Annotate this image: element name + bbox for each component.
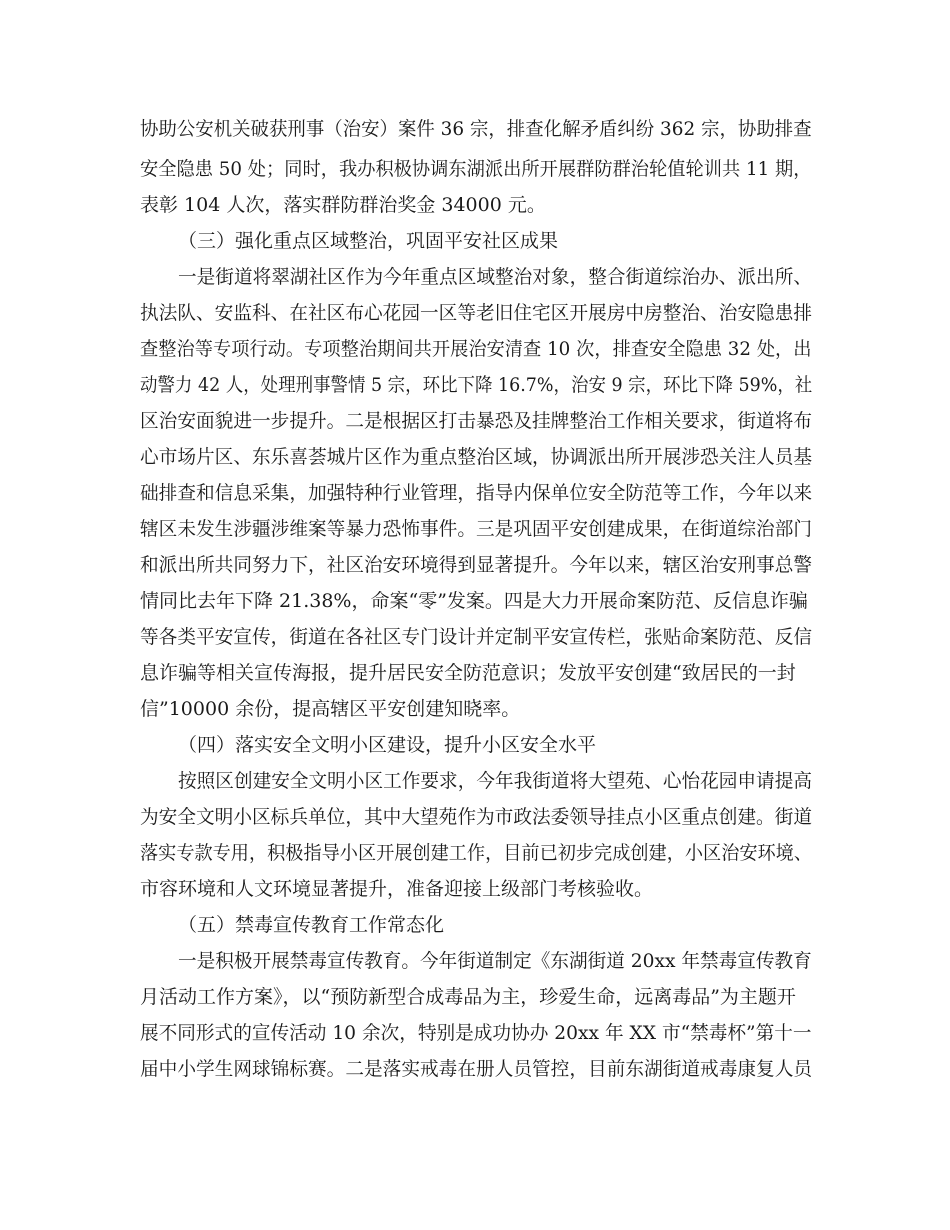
body-text-line: 心市场片区、东乐喜荟城片区作为重点整治区域，协调派出所开展涉恐关注人员基	[140, 446, 813, 468]
body-text-line: 为安全文明小区标兵单位，其中大望苑作为市政法委领导挂点小区重点创建。街道	[140, 806, 813, 828]
body-text-line: 一是积极开展禁毒宣传教育。今年街道制定《东湖街道 20xx 年禁毒宣传教育	[178, 950, 812, 972]
body-text-line: 表彰 104 人次，落实群防群治奖金 34000 元。	[140, 194, 546, 216]
body-text-line: 动警力 42 人，处理刑事警情 5 宗，环比下降 16.7%，治安 9 宗，环比下降 59%，社	[140, 374, 813, 396]
body-text-line: 查整治等专项行动。专项整治期间共开展治安清查 10 次，排查安全隐患 32 处，出	[140, 338, 812, 360]
body-text-line: 息诈骗等相关宣传海报，提升居民安全防范意识；发放平安创建“致居民的一封	[140, 662, 796, 684]
body-text-line: 辖区未发生涉疆涉维案等暴力恐怖事件。三是巩固平安创建成果，在街道综治部门	[140, 518, 813, 540]
body-text-line: 信”10000 余份，提高辖区平安创建知晓率。	[140, 698, 521, 720]
body-text-line: 础排查和信息采集，加强特种行业管理，指导内保单位安全防范等工作，今年以来	[140, 482, 813, 504]
body-text-line: 安全隐患 50 处；同时，我办积极协调东湖派出所开展群防群治轮值轮训共 11 期，	[140, 158, 812, 180]
body-text-line: 月活动工作方案》，以“预防新型合成毒品为主，珍爱生命，远离毒品”为主题开	[140, 986, 796, 1008]
body-text-line: 情同比去年下降 21.38%，命案“零”发案。四是大力开展命案防范、反信息诈骗	[140, 590, 808, 612]
body-text-line: 市容环境和人文环境显著提升，准备迎接上级部门考核验收。	[140, 878, 654, 900]
body-text-line: 和派出所共同努力下，社区治安环境得到显著提升。今年以来，辖区治安刑事总警	[140, 554, 813, 576]
body-text-line: 执法队、安监科、在社区布心花园一区等老旧住宅区开展房中房整治、治安隐患排	[140, 302, 813, 324]
body-text-line: 按照区创建安全文明小区工作要求，今年我街道将大望苑、心怡花园申请提高	[178, 770, 812, 792]
section-heading: （三）强化重点区域整治，巩固平安社区成果	[178, 230, 559, 252]
body-text-line: 展不同形式的宣传活动 10 余次，特别是成功协办 20xx 年 XX 市“禁毒杯”第十一	[140, 1022, 812, 1044]
body-text-line: 协助公安机关破获刑事（治安）案件 36 宗，排查化解矛盾纠纷 362 宗，协助排查	[140, 118, 812, 140]
body-text-line: 一是街道将翠湖社区作为今年重点区域整治对象，整合街道综治办、派出所、	[178, 266, 812, 288]
section-heading: （四）落实安全文明小区建设，提升小区安全水平	[178, 734, 597, 756]
body-text-line: 等各类平安宣传，街道在各社区专门设计并定制平安宣传栏，张贴命案防范、反信	[140, 626, 813, 648]
body-text-line: 落实专款专用，积极指导小区开展创建工作，目前已初步完成创建，小区治安环境、	[140, 842, 813, 864]
body-text-line: 区治安面貌进一步提升。二是根据区打击暴恐及挂牌整治工作相关要求，街道将布	[140, 410, 813, 432]
section-heading: （五）禁毒宣传教育工作常态化	[178, 914, 445, 936]
body-text-line: 届中小学生网球锦标赛。二是落实戒毒在册人员管控，目前东湖街道戒毒康复人员	[140, 1058, 813, 1080]
